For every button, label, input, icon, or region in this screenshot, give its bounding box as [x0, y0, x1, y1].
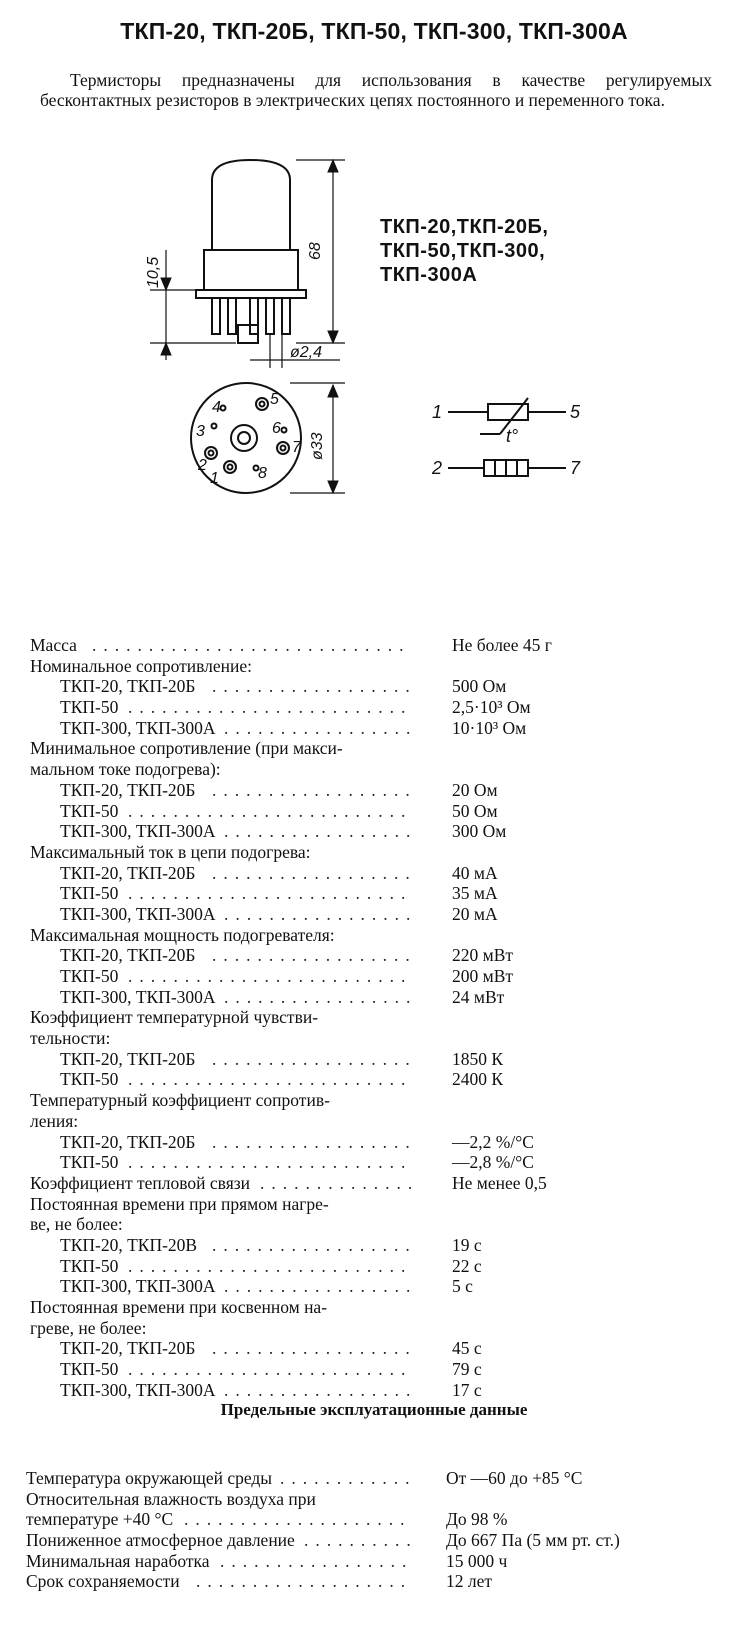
- leader-dots: ............................: [92, 635, 411, 655]
- spec-row: [30, 945, 730, 966]
- pin-label-2: 2: [198, 457, 207, 474]
- leader-dots: ..............: [260, 1172, 420, 1193]
- spec-label: ТКП-300, ТКП-300А: [60, 1379, 216, 1400]
- spec-label: тельности:: [30, 1028, 111, 1049]
- pin-label-7: 7: [292, 439, 301, 456]
- spec-value: 1850 К: [452, 1048, 504, 1069]
- spec-row: [30, 883, 730, 904]
- leader-dots: .................: [224, 821, 418, 842]
- spec-value: Не менее 0,5: [452, 1172, 547, 1193]
- pin-label-5: 5: [270, 391, 279, 408]
- dim-body-diameter: ø33: [309, 432, 326, 460]
- figure-label-line: ТКП-20,ТКП-20Б,: [380, 216, 549, 238]
- leader-dots: .........................: [128, 800, 413, 821]
- leader-dots: .........................: [128, 697, 413, 718]
- spec-value: 40 мА: [452, 862, 498, 883]
- spec-label: Масса: [30, 635, 77, 655]
- leader-dots: .........................: [128, 1069, 413, 1090]
- spec-value: 5 с: [452, 1276, 473, 1297]
- spec-label: ТКП-50: [60, 1069, 119, 1090]
- circuit-pin-1: 1: [432, 402, 443, 422]
- spec-label: ТКП-20, ТКП-20В: [60, 1234, 198, 1255]
- leader-dots: .................: [224, 986, 418, 1007]
- spec-value: 17 с: [452, 1379, 482, 1400]
- leader-dots: .................: [224, 717, 418, 738]
- spec-label: Пониженное атмосферное давление: [26, 1530, 295, 1551]
- spec-value: До 667 Па (5 мм рт. ст.): [446, 1530, 620, 1551]
- spec-label: ТКП-20, ТКП-20Б: [60, 676, 196, 697]
- leader-dots: .........................: [128, 966, 413, 986]
- spec-value: —2,2 %/°С: [452, 1131, 534, 1152]
- spec-label: ТКП-50: [60, 1255, 119, 1276]
- spec-label: ТКП-20, ТКП-20Б: [60, 945, 196, 966]
- spec-value: 2400 К: [452, 1069, 504, 1090]
- spec-label: Срок сохраняемости: [26, 1571, 180, 1592]
- leader-dots: ...................: [196, 1571, 413, 1592]
- spec-label: Коэффициент температурной чувстви-: [30, 1007, 319, 1028]
- figure-label-line: ТКП-300А: [380, 264, 478, 286]
- spec-label: ТКП-50: [60, 883, 119, 904]
- spec-label: Постоянная времени при косвенном на-: [30, 1297, 328, 1317]
- spec-value: 500 Ом: [452, 676, 507, 697]
- spec-value: 2,5·10³ Ом: [452, 697, 531, 718]
- leader-dots: ..................: [212, 779, 417, 800]
- leader-dots: .................: [224, 903, 418, 924]
- spec-label: греве, не более:: [30, 1317, 147, 1338]
- spec-label: ТКП-300, ТКП-300А: [60, 717, 216, 738]
- spec-row: [30, 1090, 730, 1111]
- spec-row: [30, 1028, 730, 1049]
- spec-label: Температура окружающей среды: [26, 1468, 273, 1488]
- spec-row: [30, 821, 730, 842]
- spec-row: [26, 1509, 726, 1530]
- pin-label-8: 8: [258, 465, 267, 482]
- leader-dots: ..........: [304, 1530, 418, 1551]
- spec-row: [30, 656, 730, 677]
- spec-label: Минимальное сопротивление (при макси-: [30, 738, 343, 759]
- spec-value: 200 мВт: [452, 966, 514, 986]
- leader-dots: ..................: [212, 1234, 417, 1255]
- spec-row: [26, 1551, 726, 1572]
- figure-label-line: ТКП-50,ТКП-300,: [380, 240, 546, 262]
- spec-label: ТКП-50: [60, 1152, 119, 1173]
- spec-label: Постоянная времени при прямом нагре-: [30, 1193, 329, 1214]
- component-figure: [0, 150, 748, 550]
- spec-row: [30, 759, 730, 780]
- spec-row: [30, 966, 730, 987]
- spec-label: ТКП-50: [60, 1359, 119, 1380]
- spec-value: 50 Ом: [452, 800, 498, 821]
- spec-label: ТКП-20, ТКП-20Б: [60, 1131, 196, 1152]
- page-title: ТКП-20, ТКП-20Б, ТКП-50, ТКП-300, ТКП-300А: [120, 18, 628, 44]
- spec-row: [30, 780, 730, 801]
- spec-row: [26, 1530, 726, 1551]
- spec-row: [30, 1152, 730, 1173]
- spec-row: [30, 635, 730, 656]
- spec-row: [30, 863, 730, 884]
- spec-label: ТКП-300, ТКП-300А: [60, 1276, 216, 1297]
- pin-label-4: 4: [212, 399, 221, 416]
- spec-label: ве, не более:: [30, 1214, 123, 1235]
- leader-dots: .........................: [128, 1359, 413, 1380]
- spec-row: [30, 1318, 730, 1339]
- spec-row: [30, 1214, 730, 1235]
- leader-dots: ..................: [212, 862, 417, 883]
- spec-value: —2,8 %/°С: [452, 1152, 534, 1173]
- spec-label: Максимальный ток в цепи подогрева:: [30, 841, 311, 862]
- spec-label: Номинальное сопротивление:: [30, 655, 253, 676]
- spec-row: [30, 1338, 730, 1359]
- spec-row: [30, 1132, 730, 1153]
- spec-label: ТКП-20, ТКП-20Б: [60, 779, 196, 800]
- spec-row: [30, 842, 730, 863]
- dim-height: 68: [307, 242, 324, 260]
- spec-label: ТКП-20, ТКП-20Б: [60, 862, 196, 883]
- spec-value: 19 с: [452, 1234, 482, 1255]
- spec-value: 24 мВт: [452, 986, 505, 1007]
- spec-label: ТКП-300, ТКП-300А: [60, 821, 216, 842]
- spec-row: [30, 904, 730, 925]
- leader-dots: ............: [280, 1468, 417, 1488]
- spec-row: [30, 1007, 730, 1028]
- leader-dots: ....................: [184, 1509, 412, 1530]
- specifications-list: [30, 635, 730, 1400]
- spec-row: [30, 676, 730, 697]
- spec-value: До 98 %: [446, 1509, 508, 1530]
- pin-label-1: 1: [210, 470, 219, 487]
- spec-value: От —60 до +85 °С: [446, 1468, 583, 1488]
- spec-value: 10·10³ Ом: [452, 717, 527, 738]
- leader-dots: ..................: [212, 1338, 417, 1359]
- spec-row: [26, 1489, 726, 1510]
- circuit-temp-label: t°: [506, 426, 519, 446]
- pin-label-3: 3: [196, 423, 205, 440]
- spec-label: ТКП-300, ТКП-300А: [60, 903, 216, 924]
- circuit-pin-2: 2: [432, 458, 443, 478]
- spec-label: Температурный коэффициент сопротив-: [30, 1090, 330, 1111]
- leader-dots: .................: [224, 1276, 418, 1297]
- spec-value: Не более 45 г: [452, 635, 552, 655]
- spec-row: [30, 1069, 730, 1090]
- spec-row: [30, 718, 730, 739]
- spec-value: 20 Ом: [452, 779, 498, 800]
- pin-label-6: 6: [272, 420, 281, 437]
- spec-label: ТКП-300, ТКП-300А: [60, 986, 216, 1007]
- spec-value: 300 Ом: [452, 821, 507, 842]
- spec-label: мальном токе подогрева):: [30, 759, 221, 780]
- spec-row: [30, 1256, 730, 1277]
- figure-label: [380, 215, 548, 287]
- spec-value: 12 лет: [446, 1571, 493, 1592]
- circuit-pin-7: 7: [570, 458, 581, 478]
- spec-label: температуре +40 °С: [26, 1509, 174, 1530]
- spec-row: [26, 1468, 726, 1489]
- circuit-pin-5: 5: [570, 402, 581, 422]
- spec-label: Коэффициент тепловой связи: [30, 1172, 251, 1193]
- spec-row: [30, 1235, 730, 1256]
- spec-row: [30, 1359, 730, 1380]
- leader-dots: .........................: [128, 1152, 413, 1173]
- spec-row: [30, 1194, 730, 1215]
- leader-dots: ..................: [212, 1131, 417, 1152]
- spec-value: 35 мА: [452, 883, 498, 904]
- spec-label: ТКП-50: [60, 800, 119, 821]
- spec-value: 22 с: [452, 1255, 482, 1276]
- spec-label: ТКП-50: [60, 966, 119, 986]
- spec-row: [30, 738, 730, 759]
- dim-base: 10,5: [145, 256, 162, 288]
- spec-row: [30, 697, 730, 718]
- leader-dots: .................: [220, 1550, 414, 1571]
- spec-row: [26, 1571, 726, 1592]
- leader-dots: .........................: [128, 883, 413, 904]
- spec-row: [30, 1049, 730, 1070]
- spec-label: ТКП-50: [60, 697, 119, 718]
- spec-label: ТКП-20, ТКП-20Б: [60, 1048, 196, 1069]
- spec-label: Минимальная наработка: [26, 1550, 210, 1571]
- thermistor-drawing: [0, 150, 748, 550]
- spec-row: [30, 925, 730, 946]
- spec-row: [30, 1111, 730, 1132]
- spec-label: Максимальная мощность подогревателя:: [30, 924, 335, 945]
- spec-value: 15 000 ч: [446, 1550, 508, 1571]
- spec-value: 20 мА: [452, 903, 498, 924]
- spec-row: [30, 987, 730, 1008]
- spec-row: [30, 1380, 730, 1401]
- leader-dots: ..................: [212, 1048, 417, 1069]
- leader-dots: .........................: [128, 1255, 413, 1276]
- intro-paragraph: Термисторы предназначены для использования в качестве регулируемых бесконтактных резисторов в электрических цепях постоянного и переменного тока.: [40, 70, 712, 110]
- spec-row: [30, 1297, 730, 1318]
- leader-dots: .................: [224, 1379, 418, 1400]
- leader-dots: ..................: [212, 676, 417, 697]
- spec-value: 220 мВт: [452, 945, 514, 966]
- spec-value: 79 с: [452, 1359, 482, 1380]
- spec-label: ТКП-20, ТКП-20Б: [60, 1338, 196, 1359]
- spec-value: 45 с: [452, 1338, 482, 1359]
- spec-row: [30, 1276, 730, 1297]
- spec-row: [30, 801, 730, 822]
- limits-list: [26, 1468, 726, 1592]
- dim-pin-diameter: ø2,4: [290, 344, 323, 361]
- spec-label: Относительная влажность воздуха при: [26, 1488, 316, 1509]
- spec-row: [30, 1173, 730, 1194]
- limits-header: Предельные эксплуатационные данные: [220, 1400, 528, 1419]
- spec-label: ления:: [30, 1110, 79, 1131]
- leader-dots: ..................: [212, 945, 417, 966]
